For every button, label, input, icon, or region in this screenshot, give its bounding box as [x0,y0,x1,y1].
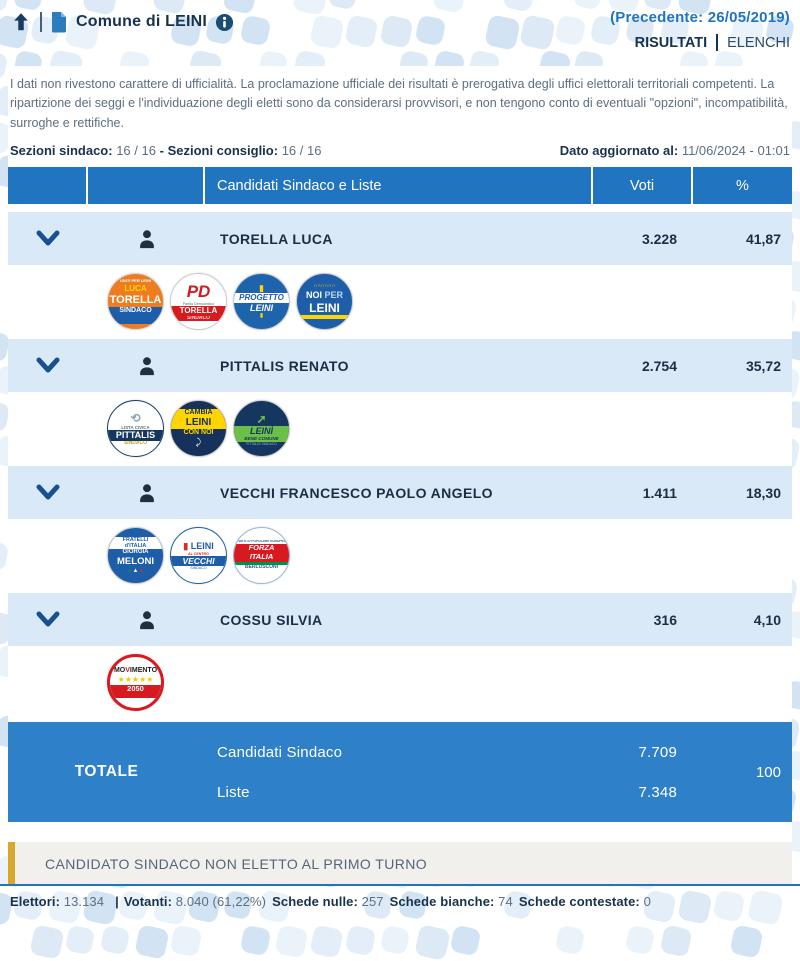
logo-text-row: VECCHI [171,556,226,566]
candidate-name: TORELLA LUCA [205,231,593,247]
totals-rows [205,722,693,822]
pattern-square [134,924,170,960]
candidate-row [8,212,792,265]
stat-value: 8.040 (61,22%) [176,894,266,909]
candidate-person-icon [88,482,205,504]
stat-value: 257 [362,894,384,909]
logo-text-row: CON NOI [171,429,226,437]
chevron-down-icon[interactable] [31,481,65,505]
logo-text-row: ▮ [234,283,289,294]
logo-text-row: ⟲ [108,411,163,425]
sezioni-consiglio-label: Sezioni consiglio: [168,143,279,158]
logo-text-row: UNITI PER LEINI [108,279,163,284]
pattern-square [414,924,451,961]
logo-text-row [110,693,161,698]
document-icon[interactable] [50,11,68,33]
stat-item [272,894,384,909]
party-logo-forza-italia-berlusconi[interactable] [233,527,290,584]
logo-text-row: ∩∩∩∩∩∩ [297,284,352,290]
candidate-name: COSSU SILVIA [205,612,593,628]
logo-text-row: LEINI [171,417,226,429]
logo-text-segment: ▲ [127,568,133,574]
logo-text-row [110,667,161,675]
candidate-block-1 [8,339,792,466]
party-logo-pd-torella-sindaco[interactable] [170,273,227,330]
logo-text-row: SINDACO [108,441,163,447]
logo-text-row: TORELLA [108,294,163,307]
chevron-down-icon[interactable] [31,608,65,632]
updated-info [560,143,790,158]
info-icon[interactable] [215,13,234,32]
party-logo-fratelli-ditalia-giorgia-meloni[interactable] [107,527,164,584]
top-bar [0,0,800,66]
candidate-votes: 1.411 [593,485,693,501]
pattern-square [239,924,271,956]
party-logos [8,646,792,720]
logo-text-row: CAMBIA [171,409,226,417]
party-logo-luca-torella-sindaco[interactable] [107,273,164,330]
party-logo-leini-vecchi[interactable] [170,527,227,584]
stat-item [124,894,266,909]
totals-liste-label: Liste [217,784,250,801]
ballot-result-banner: CANDIDATO SINDACO NON ELETTO AL PRIMO TURNO [8,842,792,886]
pattern-square [65,925,96,956]
logo-text-row [297,290,352,301]
expand-cell [8,608,88,632]
logo-text-row: SINDACO [171,316,226,322]
stat-separator: | [115,894,119,909]
stat-value: 74 [498,894,513,909]
tab-divider [716,34,718,51]
dash-separator: - [160,143,164,158]
logo-text-segment: ▲ [138,568,144,574]
party-logo-lista-civica-pittalis-sindaco[interactable] [107,400,164,457]
logo-text-row: PROGETTO [234,293,289,302]
stat-item [519,894,651,909]
logo-text-row: SINDACO [171,566,226,570]
logo-text-segment: PER [322,290,343,300]
candidate-percent: 18,30 [693,485,792,501]
bottom-divider [0,884,800,886]
candidate-block-0 [8,212,792,339]
candidate-block-2 [8,466,792,593]
main-content [8,66,792,884]
candidate-name: PITTALIS RENATO [205,358,593,374]
pattern-square [344,924,376,956]
turnout-stats [10,894,657,909]
party-logos [8,519,792,593]
candidate-percent: 35,72 [693,358,792,374]
chevron-down-icon[interactable] [31,227,65,251]
candidates-list [8,212,792,720]
pattern-square [555,925,586,956]
pattern-square [449,924,481,956]
candidate-votes: 2.754 [593,358,693,374]
logo-text-row: BERLUSCONI [234,565,289,571]
pattern-square [274,924,308,958]
totals-label: TOTALE [75,763,139,781]
chevron-down-icon[interactable] [31,354,65,378]
expand-cell [8,227,88,251]
sezioni-sindaco-label: Sezioni sindaco: [10,143,113,158]
logo-text-row: LUCA [108,284,163,293]
party-logos [8,265,792,339]
candidate-person-icon [88,355,205,377]
totals-row-liste [205,784,693,801]
logo-text-row: TORELLA [171,306,226,315]
stat-label: Elettori: [10,894,60,909]
logo-text-row: LEINI [234,303,289,314]
party-logo-movimento-5-stelle-2050[interactable] [107,654,164,711]
stat-value: 0 [644,894,651,909]
candidate-row [8,593,792,646]
pattern-square [380,925,411,956]
logo-text-row [108,568,163,575]
up-arrow-icon[interactable] [10,11,32,33]
logo-text-row: FRATELLI [108,537,163,543]
totals-candidati-value: 7.709 [638,744,677,761]
stat-label: Schede nulle: [272,894,358,909]
candidate-name: VECCHI FRANCESCO PAOLO ANGELO [205,485,593,501]
pattern-square [625,925,656,956]
stat-label: Schede bianche: [390,894,495,909]
logo-text-row: BENE COMUNE [234,436,289,441]
header-candidati: Candidati Sindaco e Liste [205,167,593,204]
updated-value: 11/06/2024 - 01:01 [682,143,790,158]
totals-section [8,722,792,822]
tab-elenchi[interactable]: ELENCHI [727,35,790,51]
candidate-percent: 41,87 [693,231,792,247]
pattern-square [659,924,692,957]
logo-text-row: 2050 [110,685,161,694]
logo-text-row: GIORGIA [108,549,163,556]
logo-text-row: PITTALIS [108,430,163,441]
party-logo-cambia-leini-con-noi[interactable] [170,400,227,457]
logo-text-segment: NOI [306,290,322,300]
stat-item [10,894,104,909]
logo-text-row: LEINÌ [234,426,289,437]
logo-text-row: SINDACO [108,307,163,315]
stat-value: 13.134 [64,894,104,909]
logo-text-row: PITTALIS SINDACO [234,442,289,446]
party-logo-progetto-leini[interactable] [233,273,290,330]
info-bar [8,138,792,167]
pattern-square [29,924,65,960]
header-expand-column [8,167,88,204]
logo-text-row [108,315,163,324]
stat-label: Schede contestate: [519,894,640,909]
logo-text-row: PARTITO POPOLARE EUROPEO [234,540,289,544]
disclaimer-text: I dati non rivestono carattere di ufficialità. La proclamazione ufficiale dei risultati è prerogativa degli uffici elettorali territoriali competenti. La ripartizione dei seggi e l'individuazione degli eletti sono da considerarsi provvisori, e non tengono conto di eventuali "opzioni", incompatibilità, surroghe e rettifiche. [8,66,792,138]
logo-text-row: ★★★★★ [110,675,161,684]
header-icon-column [88,167,205,204]
previous-election-date: (Precedente: 26/05/2019) [610,9,790,26]
logo-text-segment: MO [114,667,125,674]
pattern-square [169,924,202,957]
party-logo-noi-per-leini[interactable] [296,273,353,330]
logo-text-row: PD [171,282,226,302]
party-logos [8,392,792,466]
logo-text-row: ▮ [234,313,289,320]
candidate-row [8,339,792,392]
logo-text-row: ⤸ [171,437,226,448]
sections-info [10,143,321,158]
updated-label: Dato aggiornato al: [560,143,678,158]
logo-text-row: LEINI [297,301,352,315]
table-header [8,167,792,204]
totals-percent: 100 [693,764,792,781]
logo-text-row: ITALIA [234,553,289,562]
candidate-percent: 4,10 [693,612,792,628]
candidate-votes: 3.228 [593,231,693,247]
candidate-person-icon [88,609,205,631]
sezioni-consiglio-value: 16 / 16 [282,143,322,158]
logo-text-row [171,541,226,552]
candidate-block-3 [8,593,792,720]
logo-text-row: d'ITALIA [108,543,163,549]
party-logo-leini-bene-comune[interactable] [233,400,290,457]
logo-text-row: MELONI [108,556,163,567]
sezioni-sindaco-value: 16 / 16 [116,143,156,158]
pattern-square [729,924,763,958]
header-voti: Voti [593,167,693,204]
page-title: Comune di LEINI [76,13,207,31]
stat-label: Votanti: [124,894,172,909]
totals-candidati-label: Candidati Sindaco [217,744,342,761]
logo-text-row: FORZA [234,544,289,553]
logo-text-row [297,315,352,319]
logo-text-row: AL CENTRO [171,552,226,556]
logo-text-segment: V [125,667,130,674]
header-divider [40,12,42,32]
logo-text-segment: ▮ [183,541,190,551]
stat-item [390,894,513,909]
pattern-square [309,924,343,958]
logo-text-row: Partito Democratico [171,302,226,306]
view-tabs [610,34,790,51]
candidate-votes: 316 [593,612,693,628]
logo-text-row: ➚ [234,412,289,426]
candidate-person-icon [88,228,205,250]
pattern-square [100,925,131,956]
expand-cell [8,481,88,505]
logo-text-segment: LEINI [191,541,214,551]
logo-text-row: LISTA CIVICA [108,425,163,430]
header-percent: % [693,167,792,204]
tab-risultati[interactable]: RISULTATI [635,35,708,51]
totals-liste-value: 7.348 [638,784,677,801]
candidate-row [8,466,792,519]
logo-text-segment: IMENTO [130,667,157,674]
expand-cell [8,354,88,378]
logo-text-segment: ▲ [133,568,139,574]
totals-row-candidati [205,744,693,761]
